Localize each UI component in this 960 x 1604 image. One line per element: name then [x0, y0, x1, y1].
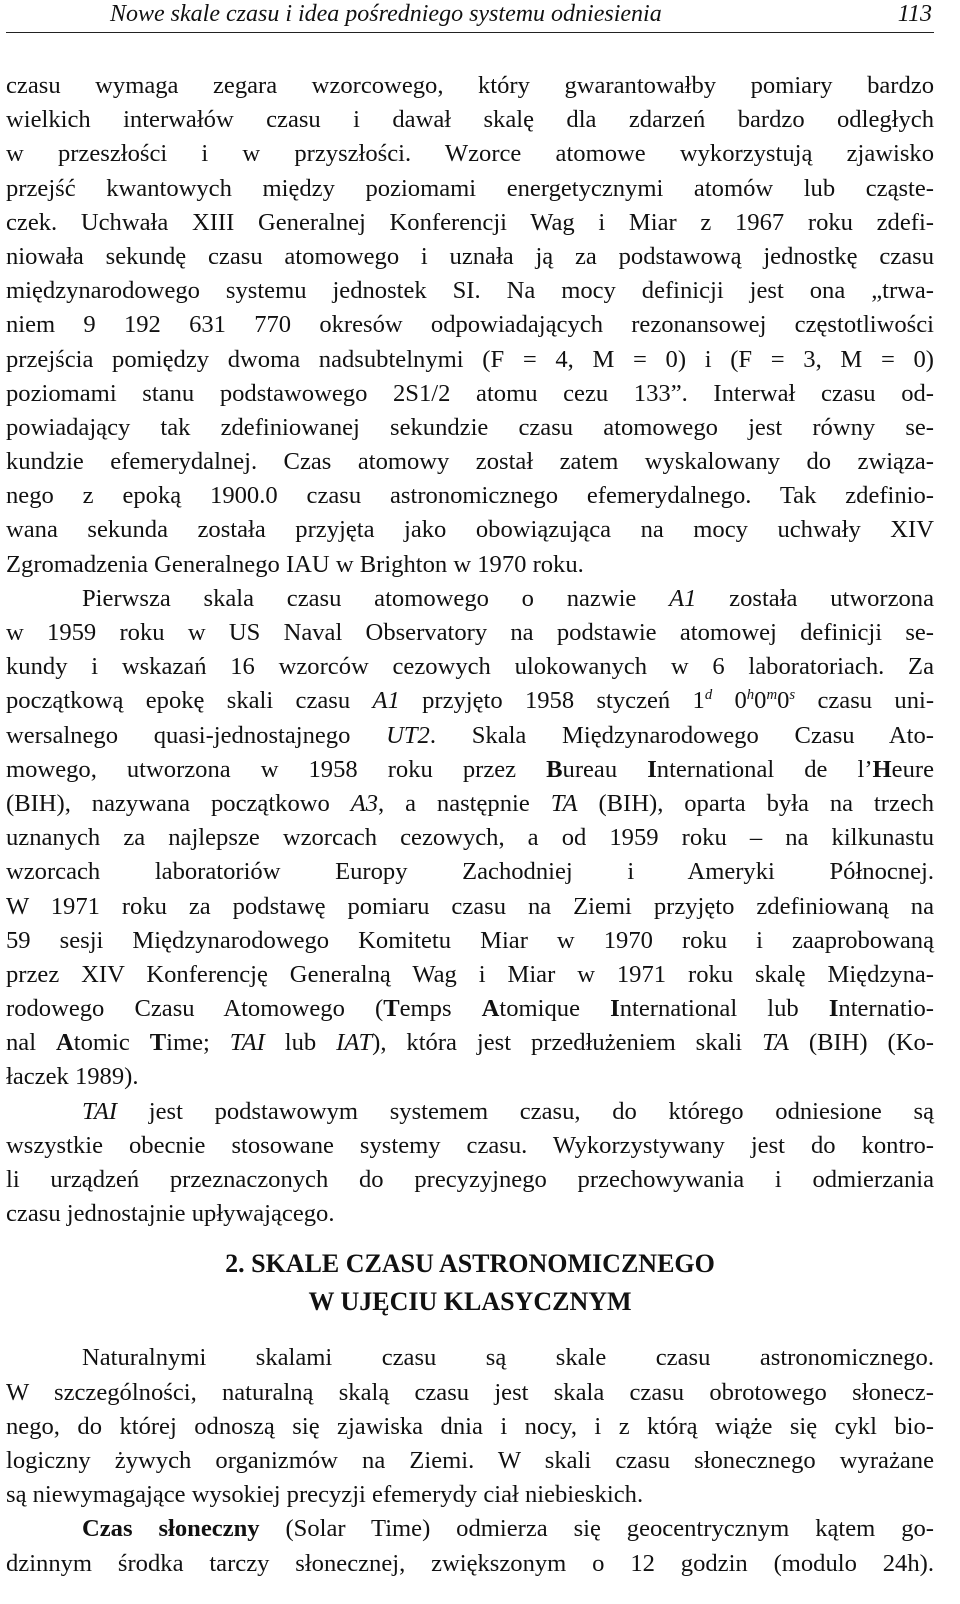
running-header — [6, 0, 934, 33]
text-line: Naturalnymi skalami czasu są skale czasu astronomicznego. — [82, 1344, 934, 1372]
text-line: rodowego Czasu Atomowego (Temps Atomique International lub Internatio- — [6, 995, 934, 1023]
text-line: kundy i wskazań 16 wzorców cezowych ulokowanych w 6 laboratoriach. Za — [6, 653, 934, 681]
header-title: Nowe skale czasu i idea pośredniego systemu odniesienia — [110, 1, 662, 27]
text-line: niowała sekundę czasu atomowego i uznała ją za podstawową jednostkę czasu — [6, 242, 934, 270]
text-line: niem 9 192 631 770 okresów odpowiadających rezonansowej częstotliwości — [6, 311, 934, 339]
text-line: Zgromadzenia Generalnego IAU w Brighton w 1970 roku. — [6, 550, 584, 578]
section-heading — [6, 1245, 934, 1321]
text-line: czasu jednostajnie upływającego. — [6, 1200, 335, 1228]
text-line: (BIH), nazywana początkowo A3, a następnie TA (BIH), oparta była na trzech — [6, 789, 934, 817]
text-line: międzynarodowego systemu jednostek SI. Na mocy definicji jest ona „trwa- — [6, 277, 934, 305]
text-line: nal Atomic Time; TAI lub IAT), która jest przedłużeniem skali TA (BIH) (Ko- — [6, 1029, 934, 1057]
page-number: 113 — [897, 1, 932, 27]
text-line: wana sekunda została przyjęta jako obowiązująca na mocy uchwały XIV — [6, 516, 934, 544]
text-line: łaczek 1989). — [6, 1063, 139, 1091]
text-line: TAI jest podstawowym systemem czasu, do którego odniesione są — [82, 1097, 934, 1125]
text-line: wielkich interwałów czasu i dawał skalę dla zdarzeń bardzo odległych — [6, 106, 934, 134]
text-line: uznanych za najlepsze wzorcach cezowych, a od 1959 roku – na kilkunastu — [6, 824, 934, 852]
text-line: przez XIV Konferencję Generalną Wag i Miar w 1971 roku skalę Międzyna- — [6, 960, 934, 988]
text-line: Czas słoneczny (Solar Time) odmierza się geocentrycznym kątem go- — [82, 1515, 934, 1543]
text-line: są niewymagające wysokiej precyzji efemerydy ciał niebieskich. — [6, 1481, 644, 1509]
paragraph-1 — [6, 69, 934, 582]
text-line: czek. Uchwała XIII Generalnej Konferencji Wag i Miar z 1967 roku zdefi- — [6, 208, 934, 236]
text-line: przejść kwantowych między poziomami energetycznymi atomów lub cząste- — [6, 174, 934, 202]
text-line: nego z epoką 1900.0 czasu astronomicznego efemerydalnego. Tak zdefinio- — [6, 482, 934, 510]
section-title-line-1: 2. SKALE CZASU ASTRONOMICZNEGO — [225, 1249, 715, 1279]
text-line: 59 sesji Międzynarodowego Komitetu Miar w 1970 roku i zaaprobowaną — [6, 926, 934, 954]
text-line: logiczny żywych organizmów na Ziemi. W skali czasu słonecznego wyrażane — [6, 1446, 934, 1474]
text-line: w przeszłości i w przyszłości. Wzorce atomowe wykorzystują zjawisko — [6, 140, 934, 168]
text-line: W 1971 roku za podstawę pomiaru czasu na Ziemi przyjęto zdefiniowaną na — [6, 892, 934, 920]
paragraph-3 — [6, 1095, 934, 1232]
text-line: kundzie efemerydalnej. Czas atomowy został zatem wyskalowany do związa- — [6, 448, 934, 476]
text-line: dzinnym środka tarczy słonecznej, zwiększonym o 12 godzin (modulo 24h). — [6, 1549, 934, 1577]
text-line: poziomami stanu podstawowego 2S1/2 atomu cezu 133”. Interwał czasu od- — [6, 379, 934, 407]
text-line: przejścia pomiędzy dwoma nadsubtelnymi (F = 4, M = 0) i (F = 3, M = 0) — [6, 345, 934, 373]
paragraph-4 — [6, 1341, 934, 1512]
text-line: wszystkie obecnie stosowane systemy czasu. Wykorzystywany jest do kontro- — [6, 1131, 934, 1159]
text-line: nego, do której odnoszą się zjawiska dnia i nocy, i z którą wiąże się cykl bio- — [6, 1412, 934, 1440]
text-line: powiadający tak zdefiniowanej sekundzie czasu atomowego jest równy se- — [6, 413, 934, 441]
text-line: li urządzeń przeznaczonych do precyzyjnego przechowywania i odmierzania — [6, 1166, 934, 1193]
body-text — [6, 69, 934, 1581]
text-line: czasu wymaga zegara wzorcowego, który gwarantowałby pomiary bardzo — [6, 72, 934, 99]
paragraph-5 — [6, 1512, 934, 1580]
section-title-line-2: W UJĘCIU KLASYCZNYM — [308, 1287, 632, 1317]
paragraph-2 — [6, 582, 934, 1095]
text-line: W szczególności, naturalną skalą czasu jest skala czasu obrotowego słonecz- — [6, 1378, 934, 1406]
text-line: Pierwsza skala czasu atomowego o nazwie A1 została utworzona — [82, 584, 934, 612]
text-line: początkową epokę skali czasu A1 przyjęto 1958 styczeń 1$^d$ 0$^h$0$^m$0$^s$ czasu uni- — [6, 687, 935, 715]
text-line: w 1959 roku w US Naval Observatory na podstawie atomowej definicji se- — [6, 619, 934, 646]
text-line: wersalnego quasi-jednostajnego UT2. Skala Międzynarodowego Czasu Ato- — [6, 721, 934, 749]
text-line: wzorcach laboratoriów Europy Zachodniej i Ameryki Północnej. — [6, 858, 934, 886]
text-line: mowego, utworzona w 1958 roku przez Bureau International de l’Heure — [6, 755, 934, 783]
